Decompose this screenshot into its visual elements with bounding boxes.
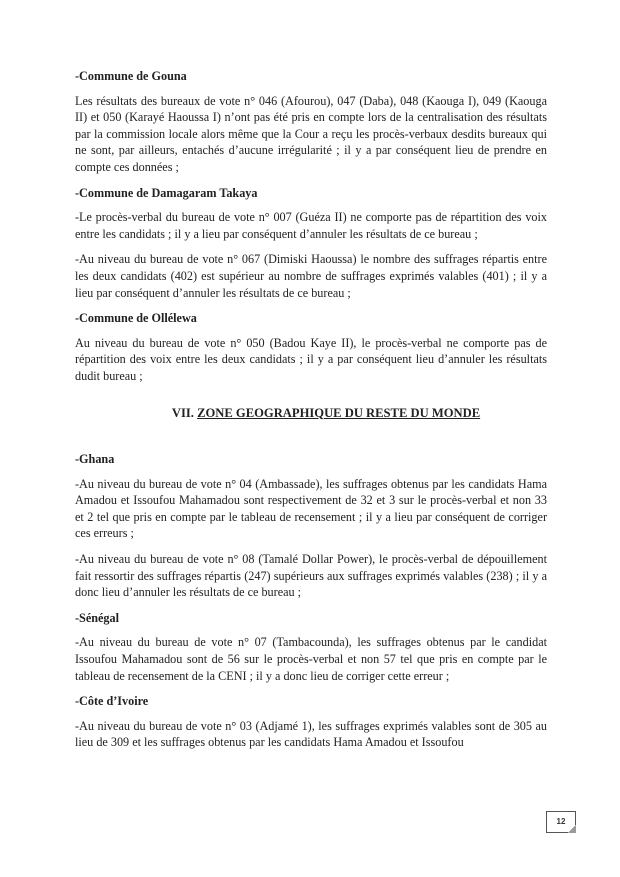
section-number: VII.	[171, 405, 198, 420]
paragraph-gouna: Les résultats des bureaux de vote n° 046 (Afourou), 047 (Daba), 048 (Kaouga I), 049 (Kaouga II) et 050 (Karayé Haoussa I) n’ont pas été pris en compte lors de la centralisation des résultats par la commission locale alors même que la Cour a reçu les procès-verbaux desdits bureaux qui ne sont, par ailleurs, entachés d’aucune irrégularité ; il y a par conséquent lieu de prendre en compte ces données ;	[75, 93, 547, 174]
paragraph-senegal: -Au niveau du bureau de vote n° 07 (Tambacounda), les suffrages obtenus par le candidat Issoufou Mahamadou sont de 56 sur le procès-verbal et non 57 tel que pris en compte par le tableau de recensement de la CENI ; il y a donc lieu de corriger cette erreur ;	[75, 635, 547, 683]
heading-ollelewa: -Commune de Ollélewa	[75, 311, 197, 326]
page-fold-icon	[568, 825, 576, 833]
paragraph-cote-ivoire: -Au niveau du bureau de vote n° 03 (Adjamé 1), les suffrages exprimés valables sont de 305 au lieu de 309 et les suffrages obtenus par les candidats Hama Amadou et Issoufou	[75, 718, 547, 750]
heading-cote-ivoire: -Côte d’Ivoire	[75, 694, 149, 709]
paragraph-ollelewa: Au niveau du bureau de vote n° 050 (Badou Kaye II), le procès-verbal ne comporte pas de répartition des voix entre les deux candidats ; il y a par conséquent lieu d’annuler les résultats dudit bureau ;	[75, 335, 547, 383]
page-number: 12	[556, 817, 566, 826]
paragraph-ghana-1: -Au niveau du bureau de vote n° 04 (Ambassade), les suffrages obtenus par les candidats Hama Amadou et Issoufou Mahamadou sont respectivement de 32 et 3 sur le procès-verbal et non 33 et 2 tel que pris en compte par le tableau de recensement ; il y a lieu par conséquent de corriger ces erreurs ;	[75, 476, 547, 541]
document-page	[75, 68, 547, 760]
paragraph-ghana-2: -Au niveau du bureau de vote n° 08 (Tamalé Dollar Power), le procès-verbal de dépouillement fait ressortir des suffrages répartis (247) supérieurs aux suffrages exprimés valables (238) ; il y a donc lieu d’annuler les résultats de ce bureau ;	[75, 552, 547, 600]
page-number-badge	[546, 811, 576, 833]
heading-gouna: -Commune de Gouna	[75, 69, 187, 83]
section-title-text: ZONE GEOGRAPHIQUE DU RESTE DU MONDE	[197, 405, 481, 420]
heading-damagaram: -Commune de Damagaram Takaya	[75, 185, 258, 200]
paragraph-damagaram-2: -Au niveau du bureau de vote n° 067 (Dimiski Haoussa) le nombre des suffrages répartis entre les deux candidats (402) est supérieur au nombre de suffrages exprimés valables (401) ; il y a lieu par conséquent d’annuler les résultats de ce bureau ;	[75, 252, 547, 300]
heading-ghana: -Ghana	[75, 452, 115, 467]
heading-senegal: -Sénégal	[75, 610, 120, 625]
paragraph-damagaram-1: -Le procès-verbal du bureau de vote n° 007 (Guéza II) ne comporte pas de répartition des voix entre les candidats ; il y a lieu par conséquent d’annuler les résultats de ce bureau ;	[75, 210, 547, 241]
section-title	[75, 405, 547, 422]
